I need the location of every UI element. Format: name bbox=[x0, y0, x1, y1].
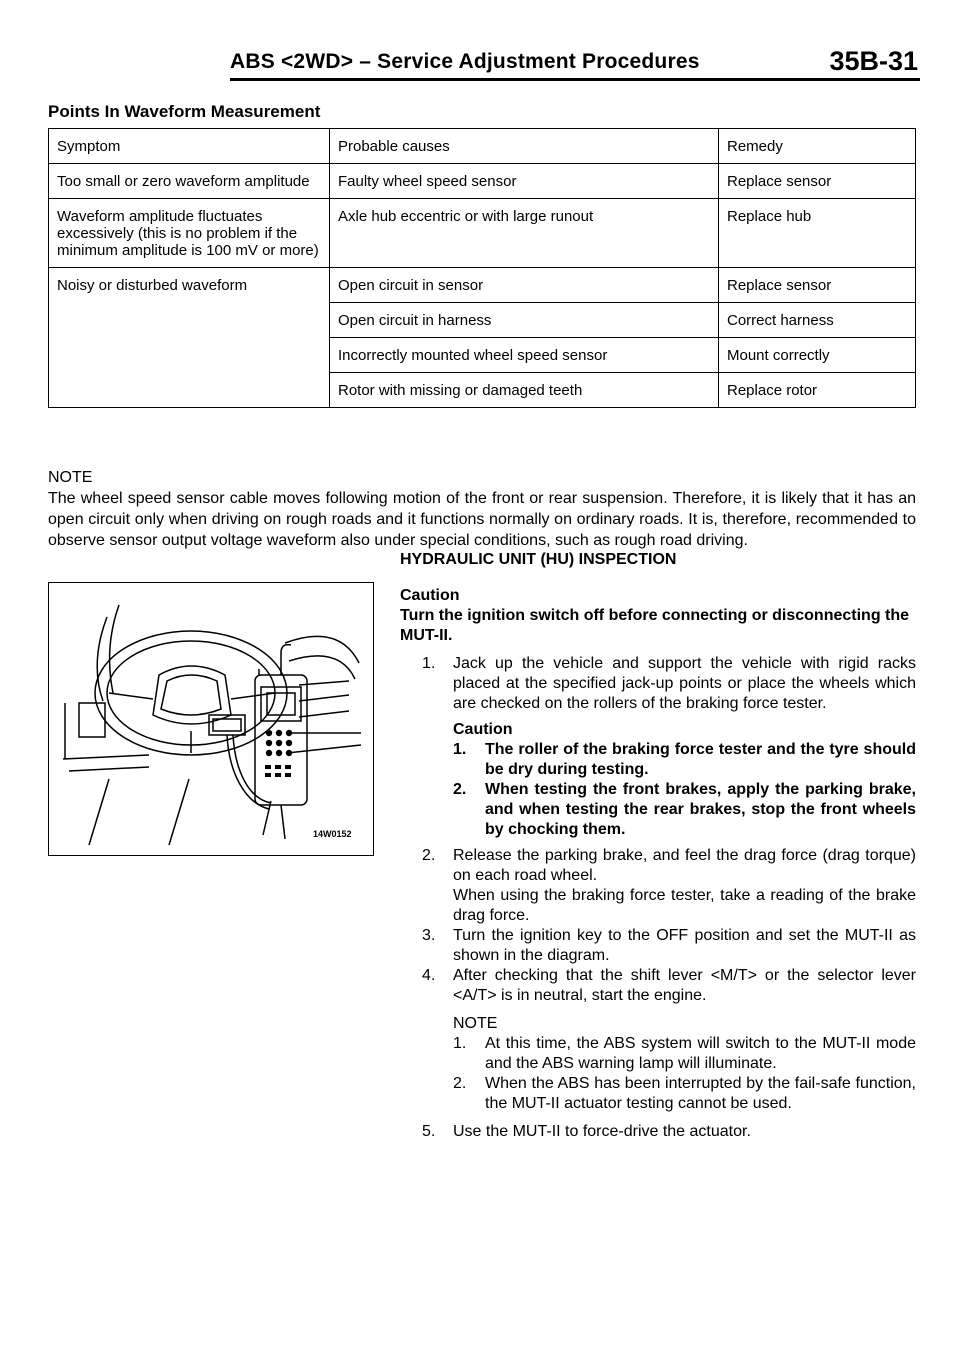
item-text: The roller of the braking force tester and the tyre should be dry during testing. bbox=[485, 741, 916, 778]
table-header-row bbox=[49, 129, 916, 164]
list-item bbox=[453, 780, 916, 840]
note-label: NOTE bbox=[453, 1015, 498, 1032]
cause-cell: Open circuit in sensor bbox=[330, 268, 719, 303]
item-text: At this time, the ABS system will switch to the MUT-II mode and the ABS warning lamp will illuminate. bbox=[485, 1035, 916, 1072]
step-text: After checking that the shift lever <M/T> or the selector lever <A/T> is in neutral, start the engine. bbox=[453, 967, 916, 1004]
mut-ii-connection-figure bbox=[48, 582, 374, 856]
cause-cell: Axle hub eccentric or with large runout bbox=[330, 199, 719, 268]
note-text: The wheel speed sensor cable moves following motion of the front or rear suspension. Therefore, it is likely that it has an open circuit only when driving on rough roads and it functions normally on ordinary roads. It is, therefore, recommended to observe sensor output voltage waveform also under special conditions, such as rough road driving. bbox=[48, 490, 916, 549]
list-item bbox=[400, 654, 916, 714]
column-header: Probable causes bbox=[330, 129, 719, 164]
table-row bbox=[49, 199, 916, 268]
waveform-table bbox=[48, 128, 916, 408]
caution-text: Turn the ignition switch off before connecting or disconnecting the MUT-II. bbox=[400, 607, 910, 644]
remedy-cell: Replace rotor bbox=[719, 373, 916, 408]
remedy-cell: Replace sensor bbox=[719, 164, 916, 199]
column-header: Symptom bbox=[49, 129, 330, 164]
figure-label: 14W0152 bbox=[313, 829, 352, 839]
step-text: Use the MUT-II to force-drive the actuator. bbox=[453, 1123, 751, 1140]
step-note bbox=[400, 1014, 916, 1114]
step-text: Turn the ignition key to the OFF position and set the MUT-II as shown in the diagram. bbox=[453, 927, 916, 964]
cause-cell: Incorrectly mounted wheel speed sensor bbox=[330, 338, 719, 373]
list-item bbox=[400, 966, 916, 1006]
step-extra-text: When using the braking force tester, take a reading of the brake drag force. bbox=[453, 887, 916, 924]
symptom-cell: Noisy or disturbed waveform bbox=[49, 268, 330, 408]
section-title: Points In Waveform Measurement bbox=[48, 102, 321, 121]
step-number: 2. bbox=[422, 847, 436, 864]
cause-cell: Rotor with missing or damaged teeth bbox=[330, 373, 719, 408]
remedy-cell: Correct harness bbox=[719, 303, 916, 338]
section-heading: HYDRAULIC UNIT (HU) INSPECTION bbox=[400, 551, 677, 568]
procedure-list bbox=[400, 654, 916, 1142]
list-item bbox=[453, 740, 916, 780]
symptom-cell: Too small or zero waveform amplitude bbox=[49, 164, 330, 199]
table-row bbox=[49, 268, 916, 303]
item-number: 2. bbox=[453, 1075, 467, 1092]
step-number: 1. bbox=[422, 655, 436, 672]
step-caution bbox=[400, 720, 916, 840]
note-block bbox=[48, 467, 916, 551]
caution-label: Caution bbox=[400, 587, 460, 604]
remedy-cell: Mount correctly bbox=[719, 338, 916, 373]
cause-cell: Faulty wheel speed sensor bbox=[330, 164, 719, 199]
step-text: Release the parking brake, and feel the drag force (drag torque) on each road wheel. bbox=[453, 847, 916, 884]
note-label: NOTE bbox=[48, 469, 93, 486]
dashboard-illustration bbox=[49, 583, 372, 854]
step-text: Jack up the vehicle and support the vehicle with rigid racks placed at the specified jack-up points or place the wheels which are checked on the rollers of the braking force tester. bbox=[453, 655, 916, 712]
remedy-cell: Replace hub bbox=[719, 199, 916, 268]
table-row bbox=[49, 164, 916, 199]
item-text: When testing the front brakes, apply the parking brake, and when testing the rear brakes, stop the front wheels by chocking them. bbox=[485, 781, 916, 838]
page-number: 35B-31 bbox=[829, 46, 918, 76]
cause-cell: Open circuit in harness bbox=[330, 303, 719, 338]
step-number: 4. bbox=[422, 967, 436, 984]
item-number: 1. bbox=[453, 741, 467, 758]
list-item bbox=[453, 1074, 916, 1114]
caution-label: Caution bbox=[453, 721, 513, 738]
step-number: 5. bbox=[422, 1123, 436, 1140]
list-item bbox=[453, 1034, 916, 1074]
list-item bbox=[400, 1122, 916, 1142]
remedy-cell: Replace sensor bbox=[719, 268, 916, 303]
header-rule bbox=[230, 78, 920, 81]
column-header: Remedy bbox=[719, 129, 916, 164]
page-header bbox=[230, 46, 920, 82]
item-number: 1. bbox=[453, 1035, 467, 1052]
step-number: 3. bbox=[422, 927, 436, 944]
list-item bbox=[400, 926, 916, 966]
symptom-cell: Waveform amplitude fluctuates excessively (this is no problem if the minimum amplitude is 100 mV or more) bbox=[49, 199, 330, 268]
list-item bbox=[400, 846, 916, 926]
page-title: ABS <2WD> – Service Adjustment Procedures bbox=[230, 50, 700, 73]
item-text: When the ABS has been interrupted by the fail-safe function, the MUT-II actuator testing cannot be used. bbox=[485, 1075, 916, 1112]
hu-inspection-section bbox=[400, 550, 916, 1142]
item-number: 2. bbox=[453, 781, 467, 798]
